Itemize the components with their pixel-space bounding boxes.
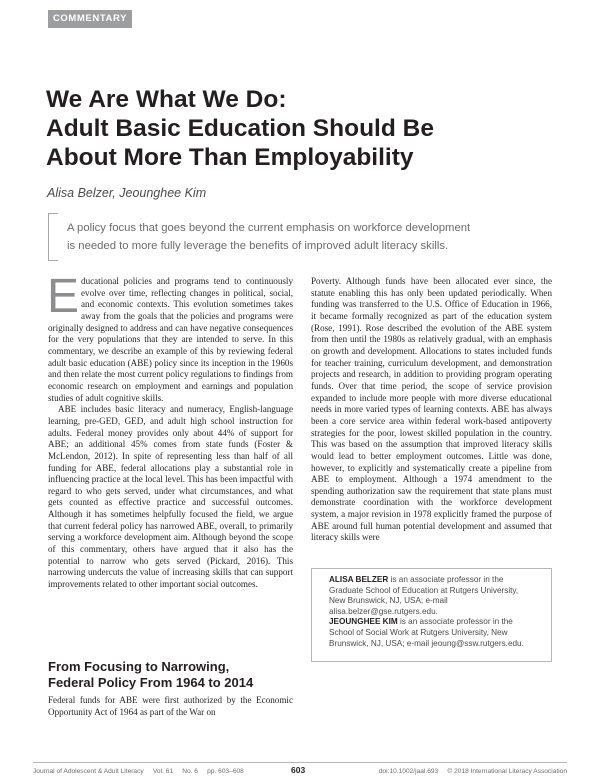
- section-heading: [48, 659, 298, 691]
- paragraph-text: ducational policies and programs tend to continuously evolve over time, reflecting changes in political, social, and economic contexts. This evolution sometimes takes away from the goals that the policies and programs were originally designed to address and can have negative consequences for the very populations that they are intended to serve. In this commentary, we describe an example of this by reviewing federal adult basic education (ABE) policy since its inception in the 1960s and then relate the most current policy regulations to findings from economic research on employment and earnings and population studies of adult cognitive skills.: [48, 276, 293, 403]
- footer-divider: [33, 762, 567, 763]
- copyright: © 2018 International Literacy Association: [447, 768, 567, 775]
- title-line: Adult Basic Education Should Be: [46, 115, 434, 142]
- journal-number: No. 6: [182, 768, 198, 775]
- authors: Alisa Belzer, Jeounghee Kim: [47, 186, 207, 200]
- heading-line: Federal Policy From 1964 to 2014: [48, 675, 254, 690]
- journal-pages: pp. 603–608: [207, 768, 244, 775]
- body-paragraph: [47, 270, 293, 404]
- bio-content: [329, 575, 534, 649]
- article-title: [46, 85, 566, 172]
- body-paragraph: Poverty. Although funds have been allocated ever since, the statute enabling this has only been updated periodically. When funding was transferred to the U.S. Office of Education in 1966, it became formally recognized as part of the education system (Rose, 1991). Rose described the evolution of the ABE system from then until the 1980s as relatively gradual, with an emphasis on growth and development. Allocations to states included funds for teacher training, curriculum development, and demonstration projects and research, in addition to providing program operating funds. Over that time period, the scope of service provision expanded to include more people with more diverse educational needs in more varied types of learning contexts. ABE has always been a core service area within federal work-based antipoverty strategies for the poor, lowest skilled population in the country. This was based on the assumption that improved literacy skills would lead to better employment outcomes. Little was done, however, to explicitly and systematically create a pipeline from ABE to employment. Although a 1974 amendment to the spending authorization saw the requirement that state plans must demonstrate coordination with the workforce development system, a major revision in 1978 explicitly framed the purpose of ABE around full human potential development and assumed that literacy skills were: [311, 276, 552, 543]
- title-line: About More Than Employability: [46, 144, 414, 171]
- abstract-line: is needed to more fully leverage the benefits of improved adult literacy skills.: [67, 240, 449, 252]
- footer-doi-info: [379, 766, 567, 778]
- abstract-line: A policy focus that goes beyond the current emphasis on workforce development: [67, 222, 471, 234]
- author-bio-box: [311, 568, 552, 662]
- body-column-right: [311, 276, 552, 544]
- drop-cap: E: [47, 270, 80, 323]
- page-number: 603: [291, 765, 306, 775]
- heading-line: From Focusing to Narrowing,: [48, 659, 230, 674]
- journal-volume: Vol. 61: [152, 768, 174, 775]
- bio-text: is an associate professor in the School of Social Work at Rutgers University, New Brunswick, NJ, USA; e-mail jeoung@ssw.rutgers.edu.: [329, 617, 524, 648]
- abstract-bracket: [48, 213, 58, 261]
- bio-name: JEOUNGHEE KIM: [329, 617, 398, 627]
- body-paragraph: ABE includes basic literacy and numeracy, English-language learning, pre-GED, GED, and adult high school instruction for adults. Federal money provides only about 44% of support for ABE; an additional 45% comes from state funds (Foster & McLendon, 2012). In spite of representing less than half of all funding for ABE, federal allocations play a substantial role in influencing practice at the local level. This has been impactful with regard to who gets served, under what circumstances, and what gets counted as effective practice and successful outcomes. Although it has sometimes helpfully focused the field, we argue that current federal policy has narrowed ABE, overall, to primarily serving a workforce development aim. Although beyond the scope of this commentary, others have argued that it also has the potential to narrow who gets served (Pickard, 2016). This narrowing undercuts the value of increasing skills that can support improvements related to other important social outcomes.: [48, 404, 293, 590]
- body-column-left: [47, 270, 293, 591]
- body-column-left-bottom: [48, 695, 293, 718]
- bio-text: is an associate professor in the Graduate School of Education at Rutgers University, New Brunswick, NJ, USA; e-mail alisa.belzer@gse.rutgers.edu.: [329, 575, 519, 616]
- section-tag: COMMENTARY: [48, 10, 132, 28]
- footer-journal-info: [33, 766, 244, 778]
- body-paragraph: Federal funds for ABE were first authorized by the Economic Opportunity Act of 1964 as part of the War on: [48, 695, 293, 717]
- journal-name: Journal of Adolescent & Adult Literacy: [33, 768, 144, 775]
- author-bio: [329, 617, 534, 649]
- bio-name: ALISA BELZER: [329, 575, 389, 584]
- abstract: [67, 219, 587, 255]
- author-bio: [329, 575, 534, 617]
- title-line: We Are What We Do:: [46, 86, 287, 113]
- doi: doi:10.1002/jaal.693: [378, 768, 439, 775]
